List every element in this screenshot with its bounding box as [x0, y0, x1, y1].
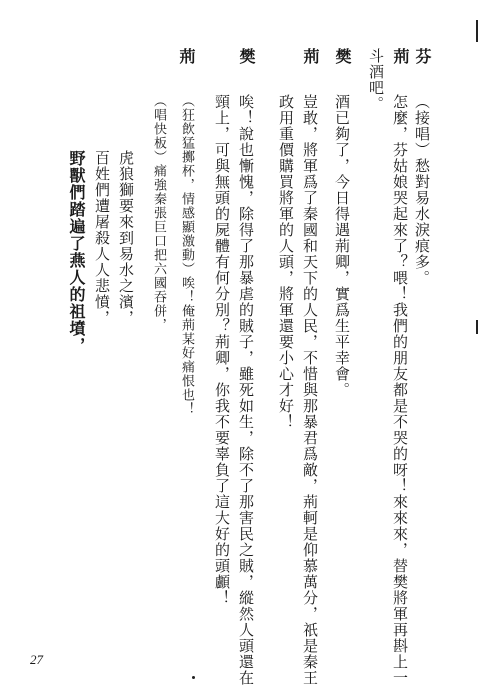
- dialogue-line: 唉！說也慚愧，除得了那暴虐的賊子，雖死如生，除不了那害民之賊，縱然人頭還在: [237, 94, 255, 686]
- dialogue-line: 怎麼，芬姑娘哭起來了？喂！我們的朋友都是不哭的呀！來來來，替樊將軍再斟上一: [391, 94, 409, 686]
- speaker-label: 樊: [333, 48, 352, 65]
- speaker-label: 芬: [413, 48, 432, 65]
- verse-line: 虎狼獅要來到易水之濱，: [117, 150, 135, 326]
- dialogue-line: （狂飲猛擲杯，情感顯激動）唉！俺荊某好痛恨也！: [179, 94, 194, 416]
- speaker-label: 荊: [177, 48, 196, 65]
- dialogue-line: （接唱）愁對易水淚痕多。: [413, 94, 431, 286]
- dialogue-line: 政用重價購買將軍的人頭，將軍還要小心才好！: [277, 94, 295, 430]
- scan-edge-mark: [476, 320, 478, 334]
- dialogue-line: 頸上，可與無頭的屍體有何分別？荊卿，你我不要辜負了這大好的頭顱！: [213, 94, 231, 606]
- scan-edge-mark: [476, 20, 478, 42]
- scan-dot: [192, 676, 195, 679]
- dialogue-line: 豈敢，將軍爲了秦國和天下的人民，不惜與那暴君爲敵，荊軻是仰慕萬分，祇是秦王: [301, 94, 319, 686]
- page-number: 27: [30, 652, 43, 667]
- dialogue-line: 斗酒吧。: [367, 48, 385, 112]
- dialogue-line: 酒已夠了，今日得遇荊卿，實爲生平幸會。: [333, 94, 351, 398]
- verse-line: 野獸們踏遍了燕人的祖墳，: [67, 150, 86, 354]
- speaker-label: 樊: [237, 48, 256, 65]
- verse-line: （唱快板）痛強秦張巨口把六國吞併，: [151, 94, 166, 332]
- speaker-label: 荊: [391, 48, 410, 65]
- verse-line: 百姓們遭屠殺人人悲憤，: [93, 150, 111, 326]
- speaker-label: 荊: [301, 48, 320, 65]
